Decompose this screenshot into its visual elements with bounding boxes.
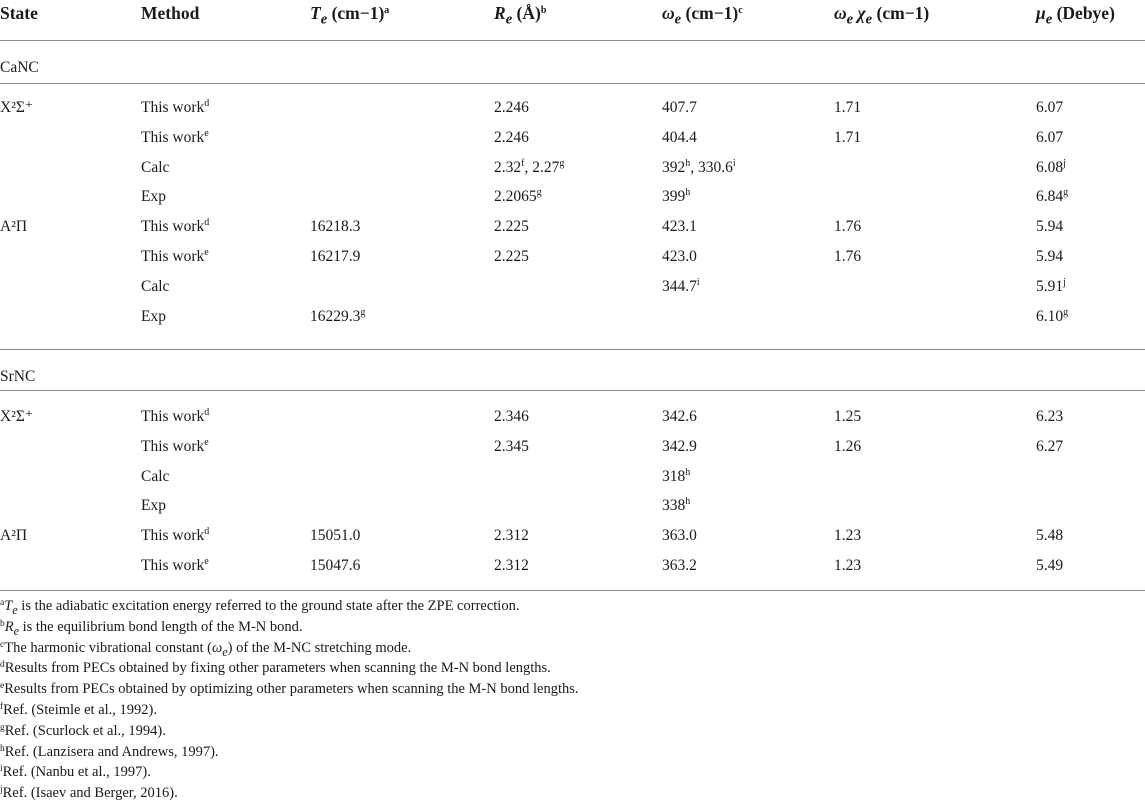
- cell-te: 16229.3$^g$: [310, 306, 366, 325]
- cell-wexe: 1.25: [834, 408, 862, 425]
- footnote: $^h$Ref. (Lanzisera and Andrews, 1997).: [0, 743, 219, 760]
- cell-method: This work$^d$: [141, 217, 210, 236]
- cell-method: Calc: [141, 467, 170, 485]
- cell-method: This work$^d$: [141, 526, 210, 545]
- cell-method: Exp: [141, 307, 166, 325]
- cell-we: 404.4: [662, 128, 697, 146]
- header-te: $T_e$ $(cm-1)^a$: [310, 3, 390, 28]
- cell-method: This work$^d$: [141, 98, 210, 116]
- cell-method: This work$^d$: [141, 407, 210, 425]
- header-method: Method: [141, 3, 200, 23]
- cell-re: 2.225: [494, 248, 529, 265]
- cell-re: 2.345: [494, 437, 529, 455]
- cell-method: Calc: [141, 277, 170, 295]
- header-mu: $\mu_e$ (Debye): [1036, 3, 1115, 28]
- cell-method: Calc: [141, 158, 170, 176]
- cell-te: 16217.9: [310, 248, 361, 265]
- table-bottom-rule: [0, 590, 1145, 591]
- cell-state: X²Σ⁺: [0, 408, 34, 425]
- section-rule-canc: [0, 83, 1145, 84]
- cell-mu: 6.10$^g$: [1036, 306, 1069, 325]
- cell-te: 15051.0: [310, 527, 361, 545]
- footnote: $^c$The harmonic vibrational constant $(\omega_e)$ of the M-NC stretching mode.: [0, 639, 412, 659]
- section-label-canc: CaNC: [0, 59, 39, 76]
- footnote: $^aT_e$ is the adiabatic excitation energy referred to the ground state after the ZPE correction.: [0, 598, 520, 617]
- cell-we: 338$^h$: [662, 496, 691, 515]
- footnote: $^f$Ref. (Steimle et al., 1992).: [0, 702, 157, 718]
- cell-we: 342.6: [662, 408, 697, 425]
- cell-mu: 6.08$^j$: [1036, 157, 1066, 176]
- cell-wexe: 1.23: [834, 557, 862, 574]
- cell-mu: 5.94: [1036, 248, 1064, 265]
- cell-wexe: 1.71: [834, 128, 862, 146]
- cell-re: 2.225: [494, 218, 529, 236]
- cell-mu: 5.94: [1036, 218, 1064, 236]
- cell-we: 363.2: [662, 557, 697, 574]
- cell-re: 2.32$^f$, 2.27$^g$: [494, 157, 565, 176]
- cell-we: 423.0: [662, 248, 697, 265]
- cell-we: 392$^h$, 330.6$^i$: [662, 157, 736, 176]
- cell-we: 344.7$^i$: [662, 276, 700, 295]
- cell-wexe: 1.76: [834, 248, 862, 265]
- cell-mu: 5.49: [1036, 557, 1064, 574]
- cell-method: This work$^e$: [141, 247, 209, 265]
- section-label-srnc: SrNC: [0, 368, 36, 385]
- cell-mu: 5.48: [1036, 527, 1064, 545]
- section-rule-srnc: [0, 390, 1145, 391]
- cell-re: 2.246: [494, 99, 529, 116]
- cell-we: 423.1: [662, 218, 697, 236]
- footnote: $^j$Ref. (Isaev and Berger, 2016).: [0, 785, 178, 802]
- header-state: State: [0, 3, 38, 23]
- cell-wexe: 1.76: [834, 218, 862, 236]
- cell-we: 342.9: [662, 437, 697, 455]
- cell-method: This work$^e$: [141, 436, 209, 455]
- cell-we: 407.7: [662, 99, 697, 116]
- cell-mu: 6.27: [1036, 437, 1064, 455]
- cell-re: 2.312: [494, 557, 529, 574]
- footnote: $^i$Ref. (Nanbu et al., 1997).: [0, 764, 151, 781]
- cell-mu: 6.07: [1036, 99, 1064, 116]
- header-wexe: $\omega_e$ $\chi_e$ (cm−1): [834, 3, 930, 28]
- cell-wexe: 1.23: [834, 527, 862, 545]
- cell-state: X²Σ⁺: [0, 99, 34, 116]
- cell-wexe: 1.71: [834, 99, 862, 116]
- cell-method: Exp: [141, 188, 166, 206]
- cell-we: 399$^h$: [662, 187, 691, 206]
- cell-te: 15047.6: [310, 557, 361, 574]
- footnote: $^d$Results from PECs obtained by fixing other parameters when scanning the M-N bond lengths.: [0, 660, 551, 677]
- cell-method: This work$^e$: [141, 127, 209, 146]
- cell-wexe: 1.26: [834, 437, 862, 455]
- footnote: $^e$Results from PECs obtained by optimizing other parameters when scanning the M-N bond lengths.: [0, 681, 579, 698]
- cell-mu: 6.84$^g$: [1036, 187, 1069, 206]
- header-rule: [0, 40, 1145, 41]
- cell-state: A²Π: [0, 218, 28, 236]
- cell-mu: 5.91$^j$: [1036, 276, 1066, 295]
- cell-re: 2.346: [494, 408, 529, 425]
- cell-state: A²Π: [0, 527, 28, 545]
- cell-te: 16218.3: [310, 218, 361, 236]
- footnote: $^bR_e$ is the equilibrium bond length of the M-N bond.: [0, 618, 303, 638]
- cell-we: 363.0: [662, 527, 697, 545]
- cell-mu: 6.23: [1036, 408, 1064, 425]
- header-re: $R_e$ (Å)$^b$: [494, 3, 547, 28]
- cell-method: This work$^e$: [141, 556, 209, 574]
- cell-mu: 6.07: [1036, 128, 1064, 146]
- footnote: $^g$Ref. (Scurlock et al., 1994).: [0, 722, 166, 739]
- cell-re: 2.246: [494, 128, 529, 146]
- cell-method: Exp: [141, 497, 166, 515]
- cell-re: 2.2065$^g$: [494, 187, 542, 206]
- section-divider: [0, 349, 1145, 350]
- header-we: $\omega_e$ $(cm-1)^c$: [662, 3, 743, 28]
- cell-re: 2.312: [494, 527, 529, 545]
- cell-we: 318$^h$: [662, 466, 691, 485]
